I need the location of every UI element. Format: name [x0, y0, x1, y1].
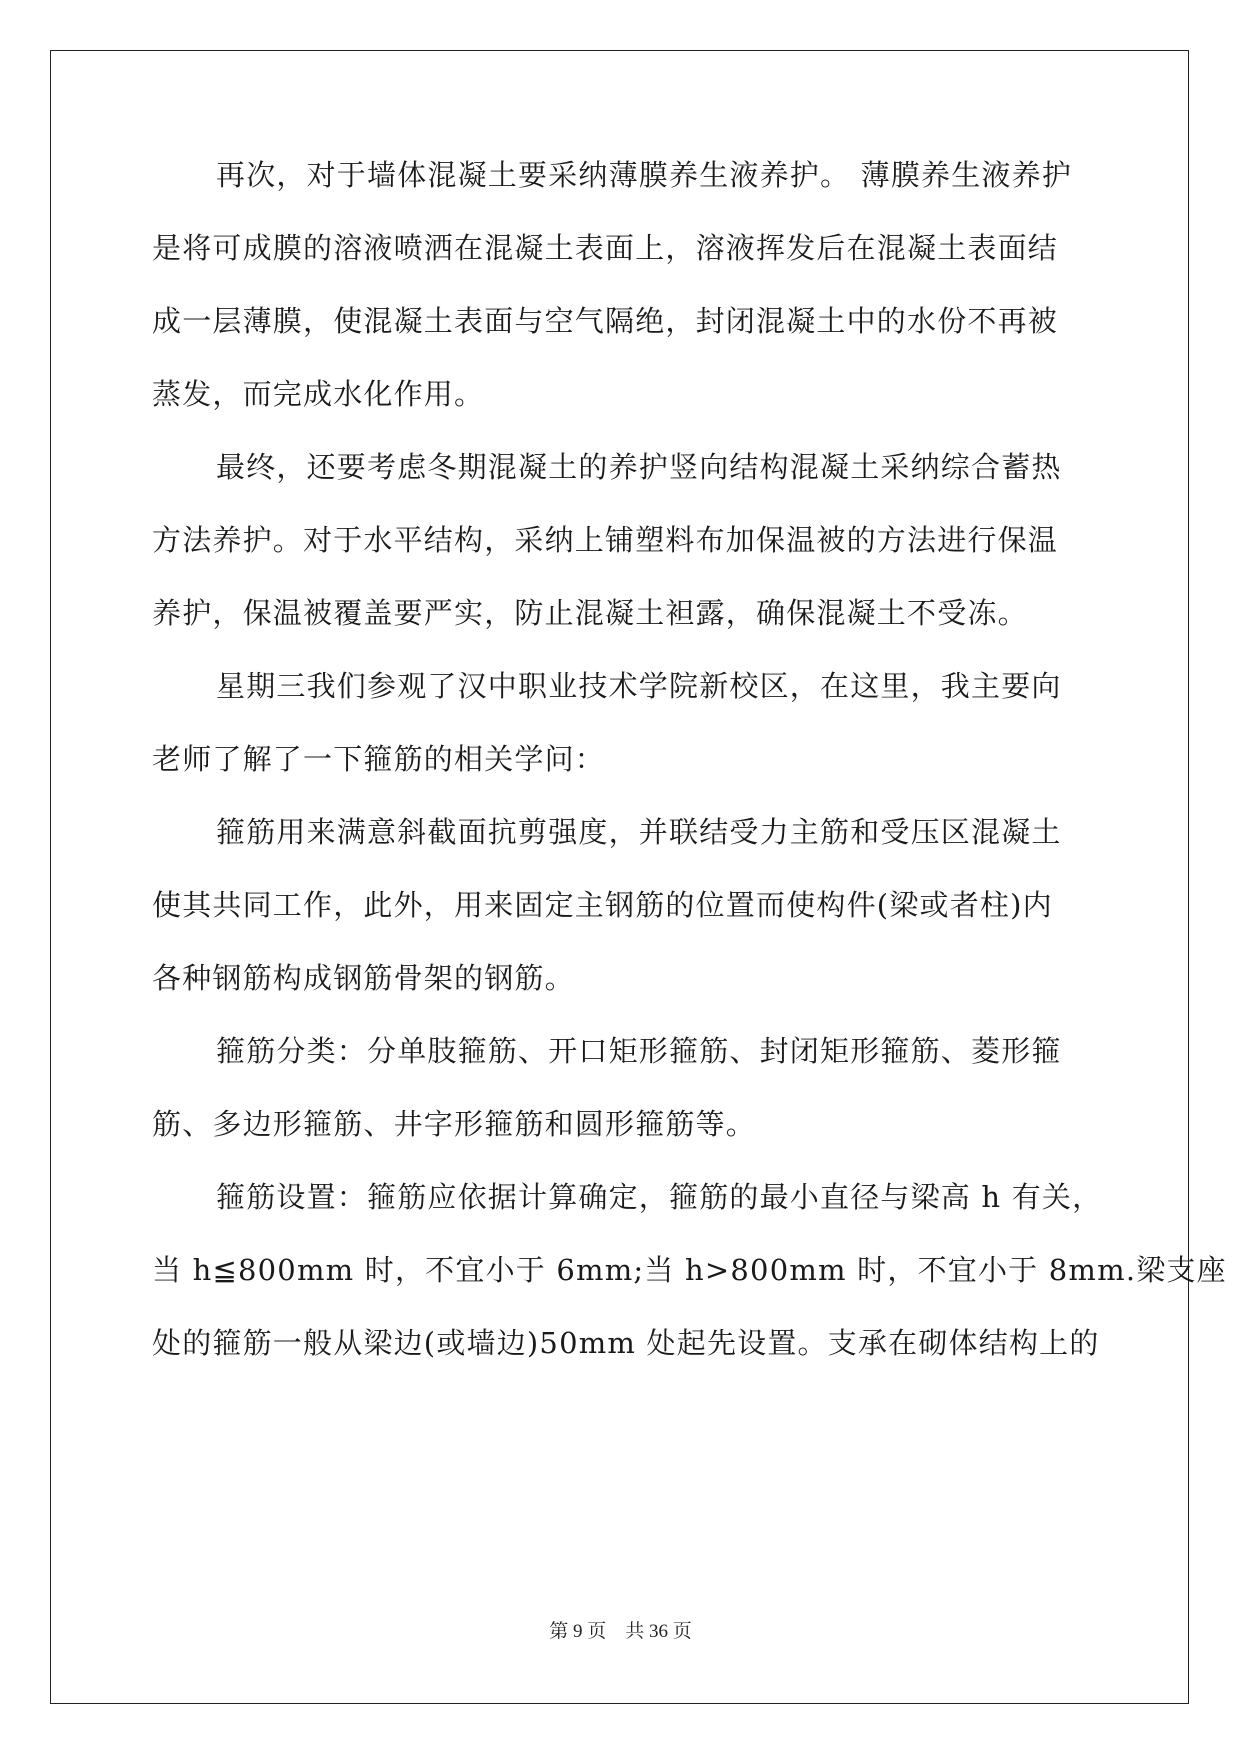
- paragraph-line: 箍筋设置：箍筋应依据计算确定，箍筋的最小直径与梁高 h 有关，: [216, 1180, 1103, 1214]
- paragraph-line: 成一层薄膜，使混凝土表面与空气隔绝，封闭混凝土中的水份不再被: [152, 304, 1059, 338]
- paragraph-line: 星期三我们参观了汉中职业技术学院新校区，在这里，我主要向: [216, 669, 1062, 703]
- paragraph-line: 处的箍筋一般从梁边(或墙边)50mm 处起先设置。支承在砌体结构上的: [152, 1326, 1100, 1360]
- paragraph-line: 再次，对于墙体混凝土要采纳薄膜养生液养护。 薄膜养生液养护: [216, 158, 1073, 192]
- paragraph-line: 是将可成膜的溶液喷洒在混凝土表面上，溶液挥发后在混凝土表面结: [152, 231, 1059, 265]
- total-pages: 共 36 页: [625, 1621, 692, 1642]
- paragraph-line: 养护，保温被覆盖要严实，防止混凝土袒露，确保混凝土不受冻。: [152, 596, 1028, 630]
- paragraph-line: 箍筋用来满意斜截面抗剪强度，并联结受力主筋和受压区混凝土: [216, 815, 1062, 849]
- paragraph-line: 蒸发，而完成水化作用。: [152, 377, 485, 411]
- page-border: [50, 50, 1227, 1704]
- paragraph-line: 各种钢筋构成钢筋骨架的钢筋。: [152, 961, 575, 995]
- page-number: 第 9 页: [549, 1621, 607, 1642]
- page-footer: [0, 1616, 1241, 1643]
- paragraph-line: 当 h≦800mm 时，不宜小于 6mm;当 h>800mm 时，不宜小于 8mm.梁支座: [152, 1253, 1227, 1287]
- paragraph-line: 使其共同工作，此外，用来固定主钢筋的位置而使构件(梁或者柱)内: [152, 888, 1053, 922]
- paragraph-line: 老师了解了一下箍筋的相关学问：: [152, 742, 606, 776]
- paragraph-line: 方法养护。对于水平结构，采纳上铺塑料布加保温被的方法进行保温: [152, 523, 1059, 557]
- paragraph-line: 最终，还要考虑冬期混凝土的养护竖向结构混凝土采纳综合蓄热: [216, 450, 1062, 484]
- paragraph-line: 筋、多边形箍筋、井字形箍筋和圆形箍筋等。: [152, 1107, 757, 1141]
- paragraph-line: 箍筋分类：分单肢箍筋、开口矩形箍筋、封闭矩形箍筋、菱形箍: [216, 1034, 1062, 1068]
